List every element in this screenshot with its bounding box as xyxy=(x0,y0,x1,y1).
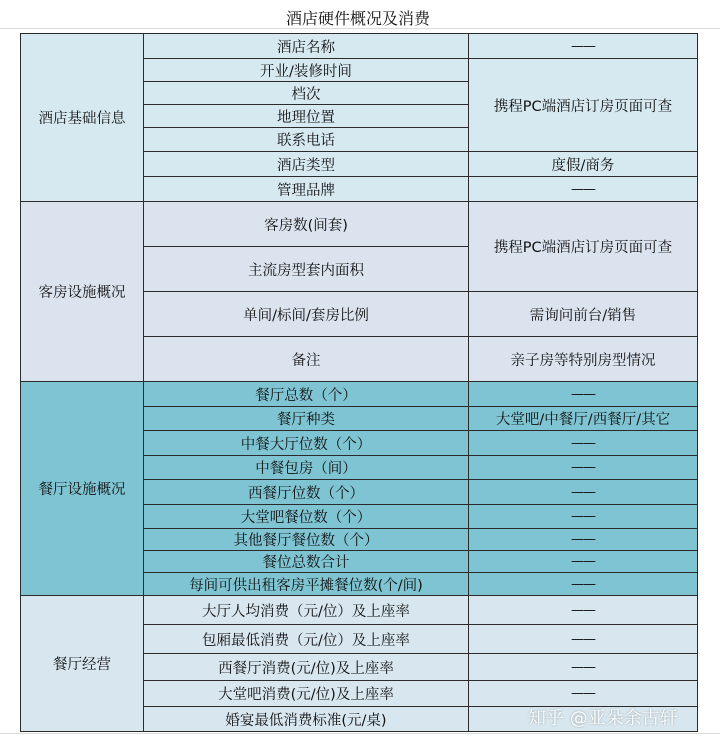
row-label[interactable]: 档次 xyxy=(144,82,469,105)
section-label-dining: 餐厅设施概况 xyxy=(21,382,144,596)
row-label[interactable]: 酒店类型 xyxy=(144,152,469,177)
row-value[interactable]: —— xyxy=(469,551,698,573)
row-label[interactable]: 西餐厅位数（个） xyxy=(144,480,469,505)
section-label-basic: 酒店基础信息 xyxy=(21,34,144,202)
hotel-hardware-table xyxy=(20,33,698,732)
row-value[interactable]: —— xyxy=(469,34,698,59)
row-label[interactable]: 其他餐厅餐位数（个） xyxy=(144,529,469,551)
row-value[interactable]: —— xyxy=(469,681,698,707)
row-label[interactable]: 中餐包房（间） xyxy=(144,456,469,480)
row-label[interactable]: 婚宴最低消费标准(元/桌) xyxy=(144,707,469,732)
row-value[interactable]: 需询问前台/销售 xyxy=(469,292,698,337)
row-label[interactable]: 餐厅总数（个） xyxy=(144,382,469,407)
row-value[interactable]: 亲子房等特别房型情况 xyxy=(469,337,698,382)
row-label[interactable]: 地理位置 xyxy=(144,105,469,128)
row-label[interactable]: 大厅人均消费（元/位）及上座率 xyxy=(144,596,469,625)
row-value[interactable]: —— xyxy=(469,573,698,596)
row-value-merged[interactable]: 携程PC端酒店订房页面可查 xyxy=(469,202,698,292)
row-value[interactable]: 大堂吧/中餐厅/西餐厅/其它 xyxy=(469,407,698,431)
row-label[interactable]: 开业/装修时间 xyxy=(144,59,469,82)
sheet-title: 酒店硬件概况及消费 xyxy=(285,9,430,28)
row-label[interactable]: 客房数(间套) xyxy=(144,202,469,247)
row-label[interactable]: 管理品牌 xyxy=(144,177,469,202)
row-value-merged[interactable]: 携程PC端酒店订房页面可查 xyxy=(469,59,698,152)
row-value[interactable]: 度假/商务 xyxy=(469,152,698,177)
row-value[interactable]: —— xyxy=(469,382,698,407)
row-label[interactable]: 单间/标间/套房比例 xyxy=(144,292,469,337)
row-value[interactable]: —— xyxy=(469,529,698,551)
row-label[interactable]: 备注 xyxy=(144,337,469,382)
row-label[interactable]: 中餐大厅位数（个） xyxy=(144,431,469,456)
row-value[interactable]: —— xyxy=(469,505,698,529)
row-value[interactable]: —— xyxy=(469,654,698,681)
row-label[interactable]: 联系电话 xyxy=(144,128,469,152)
section-label-rooms: 客房设施概况 xyxy=(21,202,144,382)
row-label[interactable]: 餐厅种类 xyxy=(144,407,469,431)
row-value[interactable]: —— xyxy=(469,431,698,456)
row-label[interactable]: 大堂吧消费(元/位)及上座率 xyxy=(144,681,469,707)
row-value[interactable]: —— xyxy=(469,480,698,505)
row-value[interactable]: —— xyxy=(469,456,698,480)
row-label[interactable]: 餐位总数合计 xyxy=(144,551,469,573)
row-label[interactable]: 包厢最低消费（元/位）及上座率 xyxy=(144,625,469,654)
row-label[interactable]: 大堂吧餐位数（个） xyxy=(144,505,469,529)
row-value[interactable]: —— xyxy=(469,596,698,625)
row-value[interactable]: —— xyxy=(469,625,698,654)
section-label-ops: 餐厅经营 xyxy=(21,596,144,732)
row-label[interactable]: 西餐厅消费(元/位)及上座率 xyxy=(144,654,469,681)
row-label[interactable]: 酒店名称 xyxy=(144,34,469,59)
row-value[interactable]: —— xyxy=(469,177,698,202)
watermark: 知乎 @亚朵余古轩 xyxy=(528,708,678,729)
row-label[interactable]: 每间可供出租客房平摊餐位数(个/间) xyxy=(144,573,469,596)
row-label[interactable]: 主流房型套内面积 xyxy=(144,247,469,292)
